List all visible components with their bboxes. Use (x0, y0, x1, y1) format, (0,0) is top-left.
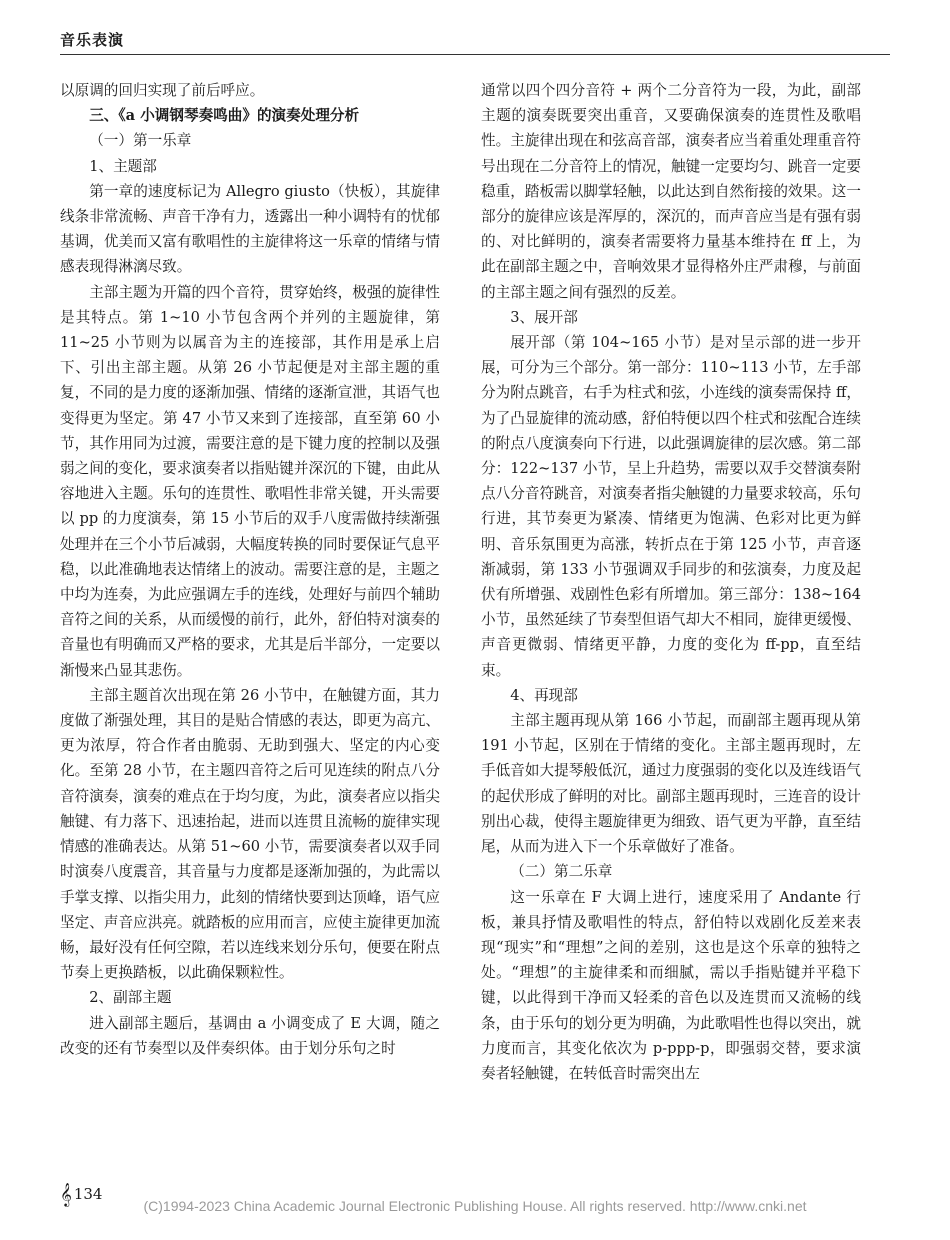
paragraph: 这一乐章在 F 大调上进行，速度采用了 Andante 行板，兼具抒情及歌唱性的特点，舒伯特以戏剧化反差来表现“现实”和“理想”之间的差别，这也是这个乐章的独特之处。“理想”的主旋律柔和而细腻，需以手指贴键并平稳下键，以此得到干净而又轻柔的音色以及连贯而又流畅的线条，由于乐句的划分更为明确，为此歌唱性也得以突出，就力度而言，其变化依次为 p-ppp-p，即强弱交替，要求演奏者轻触键，在转低音时需突出左 (481, 888, 861, 1082)
paragraph: 主部主题再现从第 166 小节起，而副部主题再现从第 191 小节起，区别在于情绪的变化。主部主题再现时，左手低音如大提琴般低沉，通过力度强弱的变化以及连线语气的起伏形成了鲜明的对比。副部主题再现时，三连音的设计别出心裁，使得主题旋律更为细致、语气更为平静，直至结尾，从而为进入下一个乐章做好了准备。 (481, 712, 861, 856)
paragraph: 3、展开部 (510, 308, 578, 326)
paragraph: 通常以四个四分音符 + 两个二分音符为一段，为此，副部主题的演奏既要突出重音，又要确保演奏的连贯性及歌唱性。主旋律出现在和弦高音部，演奏者应当着重处理重音符号出现在二分音符上的情况，触键一定要均匀、跳音一定要稳重，踏板需以脚掌轻触，以此达到自然衔接的效果。这一部分的旋律应该是浑厚的，深沉的，而声音应当是有强有弱的、对比鲜明的，演奏者需要将力量基本维持在 ff 上，为此在副部主题之中，音响效果才显得格外庄严肃穆，与前面的主部主题之间有强烈的反差。 (481, 82, 861, 301)
paragraph: 主部主题为开篇的四个音符，贯穿始终，极强的旋律性是其特点。第 1~10 小节包含两个并列的主题旋律，第 11~25 小节则为以属音为主的连接部，其作用是承上启下、引出主部主题。从第 26 小节起便是对主部主题的重复，不同的是力度的逐渐加强、情绪的逐渐宣泄，其语气也变得更为坚定。第 47 小节又来到了连接部，直至第 60 小节，其作用同为过渡，需要注意的是下键力度的控制以及强弱之间的变化，要求演奏者以指贴键并深沉的下键，由此从容地进入主题。乐句的连贯性、歌唱性非常关键，开头需要以 pp 的力度演奏，第 15 小节后的双手八度需做持续渐强处理并在三个小节后减弱，大幅度转换的同时要保证气息平稳，以此准确地表达情绪上的波动。需要注意的是，主题之中均为连奏，为此应强调左手的连线，处理好与前四个辅助音符之间的关系，从而缓慢的前行，此外，舒伯特对演奏的音量也有明确而又严格的要求，尤其是后半部分，一定要以渐慢来凸显其悲伤。 (60, 283, 440, 679)
section-heading: 三、《a 小调钢琴奏鸣曲》的演奏处理分析 (89, 107, 360, 125)
right-text-column (481, 78, 861, 1086)
paragraph: 4、再现部 (510, 686, 578, 704)
running-header (60, 10, 890, 55)
paragraph: 第一章的速度标记为 Allegro giusto（快板），其旋律线条非常流畅、声音干净有力，透露出一种小调特有的忧郁基调，优美而又富有歌唱性的主旋律将这一乐章的情绪与情感表现得淋漓尽致。 (60, 182, 440, 276)
page-number: 134 (73, 1185, 103, 1203)
paragraph: 2、副部主题 (89, 989, 172, 1007)
paragraph: 展开部（第 104~165 小节）是对呈示部的进一步开展，可分为三个部分。第一部分：110~113 小节，左手部分为附点跳音，右手为柱式和弦，小连线的演奏需保持 ff，为了凸显旋律的流动感，舒伯特便以四个柱式和弦配合连续的附点八度演奏向下行进，以此强调旋律的层次感。第二部分：122~137 小节，呈上升趋势，需要以双手交替演奏附点八分音符跳音，对演奏者指尖触键的力量要求较高，乐句行进，其节奏更为紧凑、情绪更为饱满、色彩对比更为鲜明、音乐氛围更为高涨，转折点在于第 125 小节，声音逐渐减弱，第 133 小节强调双手同步的和弦演奏，力度及起伏有所增强、戏剧性色彩有所增加。第三部分：138~164 小节，虽然延续了节奏型但语气却大不相同，旋律更缓慢、声音更微弱、情绪更平静，力度的变化为 ff-pp，直至结束。 (481, 334, 861, 679)
paragraph: 1、主题部 (89, 157, 157, 175)
paragraph: 进入副部主题后，基调由 a 小调变成了 E 大调，随之改变的还有节奏型以及伴奏织体。由于划分乐句之时 (60, 1014, 440, 1057)
paragraph: （一）第一乐章 (89, 132, 192, 150)
paragraph: 主部主题首次出现在第 26 小节中，在触键方面，其力度做了渐强处理，其目的是贴合情感的表达，即更为高亢、更为浓厚，符合作者由脆弱、无助到强大、坚定的内心变化。至第 28 小节，在主题四音符之后可见连续的附点八分音符演奏，演奏的难点在于均匀度，为此，演奏者应以指尖触键、有力落下、迅速抬起，进而以连贯且流畅的旋律实现情感的准确表达。从第 51~60 小节，需要演奏者以双手同时演奏八度震音，其音量与力度都是逐渐加强的，为此需以手掌支撑、以指尖用力，此刻的情绪快要到达顶峰，语气应坚定、声音应洪亮。就踏板的应用而言，应使主旋律更加流畅，最好没有任何空隙，若以连线来划分乐句，便要在附点节奏上更换踏板，以此确保颗粒性。 (60, 686, 440, 982)
treble-clef-icon: 𝄞 (60, 1182, 72, 1206)
copyright-notice: (C)1994-2023 China Academic Journal Electronic Publishing House. All rights reserved. http://www.cnki.net (143, 1198, 807, 1214)
paragraph: 以原调的回归实现了前后呼应。 (60, 82, 265, 99)
journal-section-title: 音乐表演 (60, 31, 125, 49)
paragraph: （二）第二乐章 (510, 863, 613, 881)
left-text-column (60, 78, 440, 1061)
